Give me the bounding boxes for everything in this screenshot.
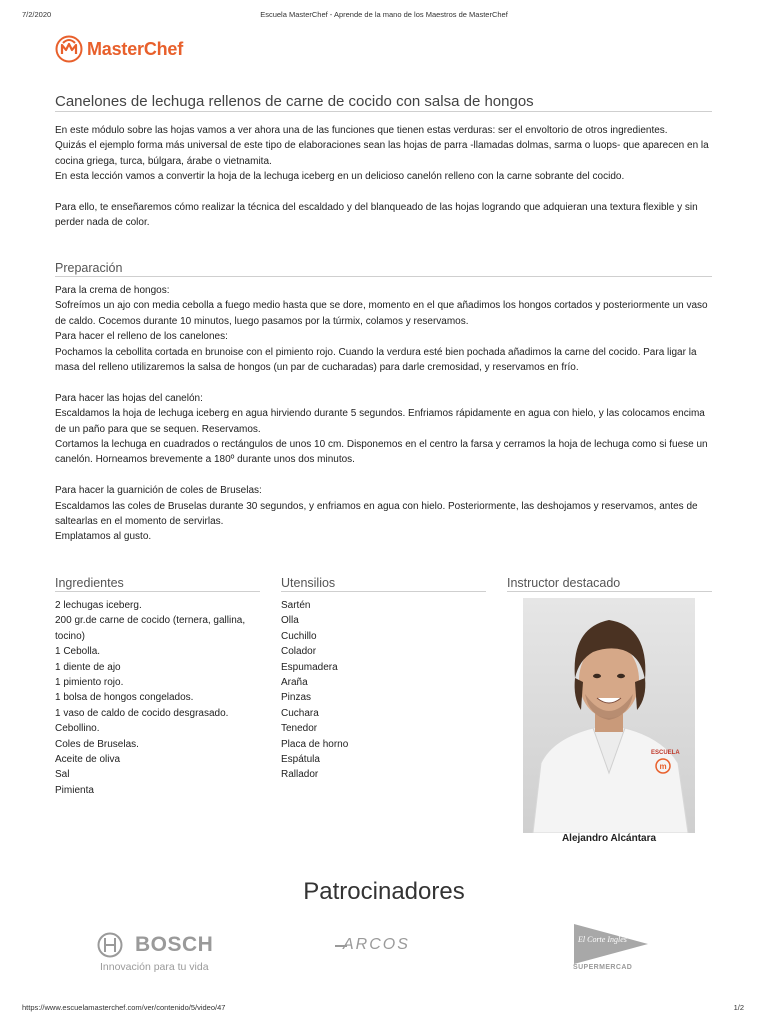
bosch-wordmark: BOSCH <box>135 933 214 956</box>
print-date: 7/2/2020 <box>22 10 52 19</box>
preparation-body <box>55 283 712 545</box>
instructor-name: Alejandro Alcántara <box>561 833 657 844</box>
footer-page-number: 1/2 <box>733 1003 744 1012</box>
jacket-badge-text: ESCUELA <box>651 750 680 756</box>
utensil-item: Tenedor <box>281 723 318 735</box>
prep-line: Sofreímos un ajo con media cebolla a fuego medio hasta que se dore, momento en el que añadimos los hongos cortados y posteriormente un vaso de caldo. Cocemos durante 10 minutos, luego pasamos por la túrmix, colamos y reservamos. <box>55 300 708 327</box>
masterchef-logo[interactable] <box>55 35 183 63</box>
ingredient-item: Sal <box>55 769 70 781</box>
recipe-title: Canelones de lechuga rellenos de carne de cocido con salsa de hongos <box>55 93 712 112</box>
prep-spacer <box>55 468 712 483</box>
footer-url[interactable]: https://www.escuelamasterchef.com/ver/contenido/5/video/47 <box>22 1003 226 1012</box>
prep-line: Para la crema de hongos: <box>55 285 170 296</box>
instructor-heading: Instructor destacado <box>507 576 712 592</box>
utensil-item: Cuchillo <box>281 630 317 642</box>
print-page-title: Escuela MasterChef - Aprende de la mano de los Maestros de MasterChef <box>260 10 508 19</box>
arcos-logo[interactable] <box>335 936 435 956</box>
utensils-list <box>281 598 486 783</box>
prep-line: Para hacer la guarnición de coles de Bruselas: <box>55 485 262 497</box>
intro-spacer <box>55 185 712 200</box>
prep-line: Escaldamos las coles de Bruselas durante 30 segundos, y enfriamos en agua con hielo. Posteriormente, las deshojamos y reservamos, antes de saltearlas en el momento de servirlas. <box>55 500 698 528</box>
bosch-logo[interactable] <box>97 931 222 976</box>
bosch-tagline: Innovación para tu vida <box>100 961 209 973</box>
ingredient-item: 1 Cebolla. <box>55 646 101 658</box>
utensil-item: Espátula <box>281 754 320 766</box>
utensil-item: Sartén <box>281 600 311 611</box>
prep-line: Emplatamos al gusto. <box>55 531 152 543</box>
ingredients-heading: Ingredientes <box>55 576 260 592</box>
utensil-item: Pinzas <box>281 692 312 704</box>
prep-line: Para hacer las hojas del canelón: <box>55 392 203 404</box>
bosch-armature-icon <box>97 932 123 958</box>
prep-spacer <box>55 375 712 390</box>
utensil-item: Rallador <box>281 769 319 781</box>
ingredient-item: 1 pimiento rojo. <box>55 677 124 689</box>
utensil-item: Placa de horno <box>281 738 349 750</box>
chef-portrait-illustration <box>523 598 695 833</box>
ingredient-item: Pimienta <box>55 784 94 796</box>
prep-line: Para hacer el relleno de los canelones: <box>55 331 228 343</box>
ingredients-list <box>55 598 260 798</box>
prep-line: Escaldamos la hoja de lechuga iceberg en agua hirviendo durante 5 segundos. Enfriamos rápidamente en agua con hielo, y las colocamos encima de un paño para que se sequen. Reservamos. <box>55 408 705 435</box>
intro-paragraph: En esta lección vamos a convertir la hoja de la lechuga iceberg en un delicioso canelón relleno con la carne sobrante del cocido. <box>55 171 625 183</box>
utensils-heading: Utensilios <box>281 576 486 592</box>
utensil-item: Araña <box>281 677 308 689</box>
intro-paragraph: En este módulo sobre las hojas vamos a ver ahora una de las funciones que tienen estas verduras: ser el envoltorio de otros ingredientes. <box>55 125 668 136</box>
utensil-item: Colador <box>281 646 317 658</box>
ingredient-item: Coles de Bruselas. <box>55 738 139 750</box>
utensil-item: Cuchara <box>281 707 319 719</box>
recipe-intro <box>55 123 712 231</box>
sponsors-heading: Patrocinadores <box>303 878 465 905</box>
ingredient-item: Cebollino. <box>55 723 100 735</box>
prep-line: Cortamos la lechuga en cuadrados o rectángulos de unos 10 cm. Disponemos en el centro la farsa y cerramos la hoja de lechuga como si fuese un canelón. Horneamos brevemente a 180º durante unos dos minutos. <box>55 439 708 466</box>
ingredient-item: 200 gr.de carne de cocido (ternera, gallina, tocino) <box>55 615 246 642</box>
eci-pennant-icon <box>572 922 650 966</box>
preparation-heading: Preparación <box>55 261 712 277</box>
utensil-item: Espumadera <box>281 661 338 673</box>
prep-line: Pochamos la cebollita cortada en brunoise con el pimiento rojo. Cuando la verdura esté bien pochada añadimos la carne del cocido. Para ligar la masa del relleno utilizaremos la salsa de hongos (un par de cucharadas) para darle cremosidad, y reservamos en frío. <box>55 346 697 374</box>
ingredient-item: 1 vaso de caldo de cocido desgrasado. <box>55 707 229 719</box>
intro-paragraph: Para ello, te enseñaremos cómo realizar la técnica del escaldado y del blanqueado de las hojas logrando que adquieran una textura flexible y sin perder nada de color. <box>55 202 698 229</box>
svg-text:m: m <box>659 762 667 771</box>
chef-hat-m-icon <box>55 35 83 63</box>
eci-pennant-text: El Corte Inglés <box>578 935 627 944</box>
logo-text: MasterChef <box>87 38 184 59</box>
ingredient-item: 1 bolsa de hongos congelados. <box>55 692 194 704</box>
arcos-wordmark: ARCOS <box>343 936 410 953</box>
intro-paragraph: Quizás el ejemplo forma más universal de este tipo de elaboraciones sean las hojas de parra -llamadas dolmas, sarma o luops- que aparecen en la cocina griega, turca, búlgara, árabe o vietnamita. <box>55 140 709 167</box>
ingredient-item: Aceite de oliva <box>55 754 121 766</box>
eci-subtitle: SUPERMERCAD <box>573 964 633 971</box>
utensil-item: Olla <box>281 615 299 627</box>
ingredient-item: 1 diente de ajo <box>55 661 121 673</box>
eci-logo[interactable] <box>572 922 652 977</box>
instructor-photo <box>523 598 695 833</box>
ingredient-item: 2 lechugas iceberg. <box>55 600 142 611</box>
